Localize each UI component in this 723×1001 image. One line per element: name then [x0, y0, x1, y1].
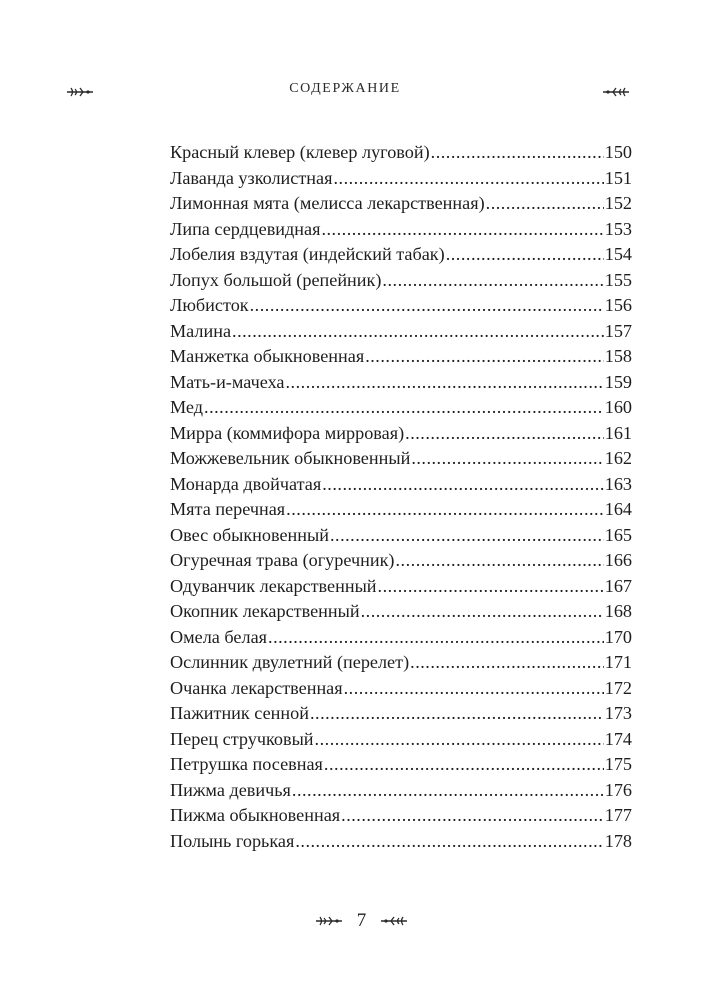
toc-entry-page: 154: [604, 244, 632, 264]
toc-entry-page: 171: [604, 652, 632, 672]
toc-entry-title: Пижма девичья: [170, 779, 291, 800]
toc-entry-page: 168: [604, 601, 632, 621]
toc-entry-title: Перец стручковый: [170, 728, 314, 749]
toc-entry-title: Пижма обыкновенная: [170, 805, 341, 825]
toc-entry: [170, 166, 632, 192]
dot-leader: [292, 778, 604, 804]
toc-entry: [170, 752, 632, 778]
toc-entry-page: 166: [604, 550, 632, 570]
dot-leader: [341, 803, 604, 829]
toc-entry: [170, 701, 632, 727]
toc-entry-page: 152: [604, 193, 632, 213]
toc-entry-title: Мята перечная: [170, 499, 286, 519]
dot-leader: [333, 166, 603, 192]
dot-leader: [344, 676, 604, 702]
dot-leader: [286, 370, 604, 396]
toc-entry-page: 164: [604, 499, 632, 519]
toc-entry-page: 178: [604, 830, 632, 851]
toc-entry: [170, 242, 632, 268]
toc-entry-page: 173: [604, 703, 632, 723]
toc-entry-page: 165: [604, 524, 632, 545]
toc-entry: [170, 421, 632, 447]
toc-entry-page: 177: [604, 805, 632, 825]
toc-entry: [170, 599, 632, 625]
toc-entry: [170, 472, 632, 498]
toc-entry-page: 151: [604, 167, 632, 188]
toc-entry-page: 172: [604, 677, 632, 698]
dot-leader: [405, 421, 604, 447]
toc-entry-title: Мать-и-мачеха: [170, 371, 285, 392]
dot-leader: [295, 829, 603, 855]
toc-entry-title: Лобелия вздутая (индейский табак): [170, 244, 445, 264]
toc-entry-title: Очанка лекарственная: [170, 677, 343, 698]
page-number: 7: [356, 910, 367, 931]
toc-entry-title: Красный клевер (клевер луговой): [170, 142, 430, 162]
toc-entry-title: Липа сердцевидная: [170, 218, 321, 239]
toc-entry: [170, 344, 632, 370]
toc-entry: [170, 778, 632, 804]
toc-entry-page: 163: [604, 473, 632, 494]
toc-entry: [170, 446, 632, 472]
table-of-contents: [170, 140, 632, 854]
toc-entry-page: 153: [604, 218, 632, 239]
toc-entry-page: 167: [604, 575, 632, 596]
page-footer: [0, 910, 723, 940]
toc-entry-title: Одуванчик лекарственный: [170, 575, 377, 596]
dot-leader: [410, 650, 604, 676]
toc-entry: [170, 803, 632, 829]
dot-leader: [315, 727, 604, 753]
ornament-flourish-icon: [315, 915, 343, 927]
dot-leader: [365, 344, 604, 370]
toc-entry-page: 170: [604, 626, 632, 647]
dot-leader: [446, 242, 604, 268]
toc-entry-page: 155: [604, 269, 632, 290]
toc-entry: [170, 319, 632, 345]
toc-entry-title: Омела белая: [170, 626, 268, 647]
toc-entry-title: Можжевельник обыкновенный: [170, 448, 411, 468]
toc-entry: [170, 370, 632, 396]
dot-leader: [378, 574, 604, 600]
toc-entry-page: 156: [604, 295, 632, 315]
toc-entry-title: Манжетка обыкновенная: [170, 346, 365, 366]
toc-entry-page: 159: [604, 371, 632, 392]
toc-entry-title: Полынь горькая: [170, 830, 295, 851]
toc-entry-title: Окопник лекарственный: [170, 601, 360, 621]
dot-leader: [330, 523, 604, 549]
dot-leader: [310, 701, 604, 727]
toc-entry: [170, 625, 632, 651]
dot-leader: [324, 752, 604, 778]
toc-entry-title: Огуречная трава (огуречник): [170, 550, 395, 570]
toc-entry: [170, 217, 632, 243]
toc-entry-page: 162: [604, 448, 632, 468]
toc-entry: [170, 829, 632, 855]
toc-entry-title: Любисток: [170, 295, 249, 315]
toc-entry: [170, 293, 632, 319]
ornament-flourish-icon: [602, 86, 630, 98]
toc-entry: [170, 650, 632, 676]
toc-entry-title: Петрушка посевная: [170, 754, 323, 774]
toc-entry-title: Мед: [170, 397, 204, 417]
toc-entry-page: 161: [604, 422, 632, 443]
toc-entry-title: Пажитник сенной: [170, 703, 309, 723]
dot-leader: [361, 599, 604, 625]
dot-leader: [321, 217, 603, 243]
dot-leader: [431, 140, 604, 166]
toc-entry: [170, 548, 632, 574]
dot-leader: [322, 472, 603, 498]
toc-entry-title: Лопух большой (репейник): [170, 269, 382, 290]
toc-entry-page: 150: [604, 142, 632, 162]
dot-leader: [268, 625, 604, 651]
toc-entry: [170, 497, 632, 523]
toc-entry: [170, 574, 632, 600]
dot-leader: [250, 293, 604, 319]
toc-entry-page: 174: [604, 728, 632, 749]
toc-entry: [170, 140, 632, 166]
toc-entry: [170, 191, 632, 217]
dot-leader: [204, 395, 604, 421]
toc-entry-title: Ослинник двулетний (перелет): [170, 652, 410, 672]
toc-entry-page: 175: [604, 754, 632, 774]
running-header: [60, 78, 630, 108]
toc-entry: [170, 676, 632, 702]
toc-entry-title: Овес обыкновенный: [170, 524, 329, 545]
toc-entry: [170, 523, 632, 549]
dot-leader: [382, 268, 603, 294]
dot-leader: [232, 319, 604, 345]
toc-entry: [170, 395, 632, 421]
header-title: СОДЕРЖАНИЕ: [289, 81, 401, 96]
toc-entry-title: Монарда двойчатая: [170, 473, 322, 494]
toc-entry-page: 160: [604, 397, 632, 417]
toc-entry-title: Лаванда узколистная: [170, 167, 333, 188]
toc-entry: [170, 727, 632, 753]
toc-entry: [170, 268, 632, 294]
toc-entry-page: 157: [604, 320, 632, 341]
toc-entry-title: Мирра (коммифора мирровая): [170, 422, 405, 443]
dot-leader: [486, 191, 604, 217]
toc-entry-title: Малина: [170, 320, 232, 341]
toc-entry-title: Лимонная мята (мелисса лекарственная): [170, 193, 485, 213]
ornament-flourish-icon: [380, 915, 408, 927]
dot-leader: [396, 548, 604, 574]
dot-leader: [286, 497, 604, 523]
toc-entry-page: 176: [604, 779, 632, 800]
toc-entry-page: 158: [604, 346, 632, 366]
dot-leader: [411, 446, 603, 472]
